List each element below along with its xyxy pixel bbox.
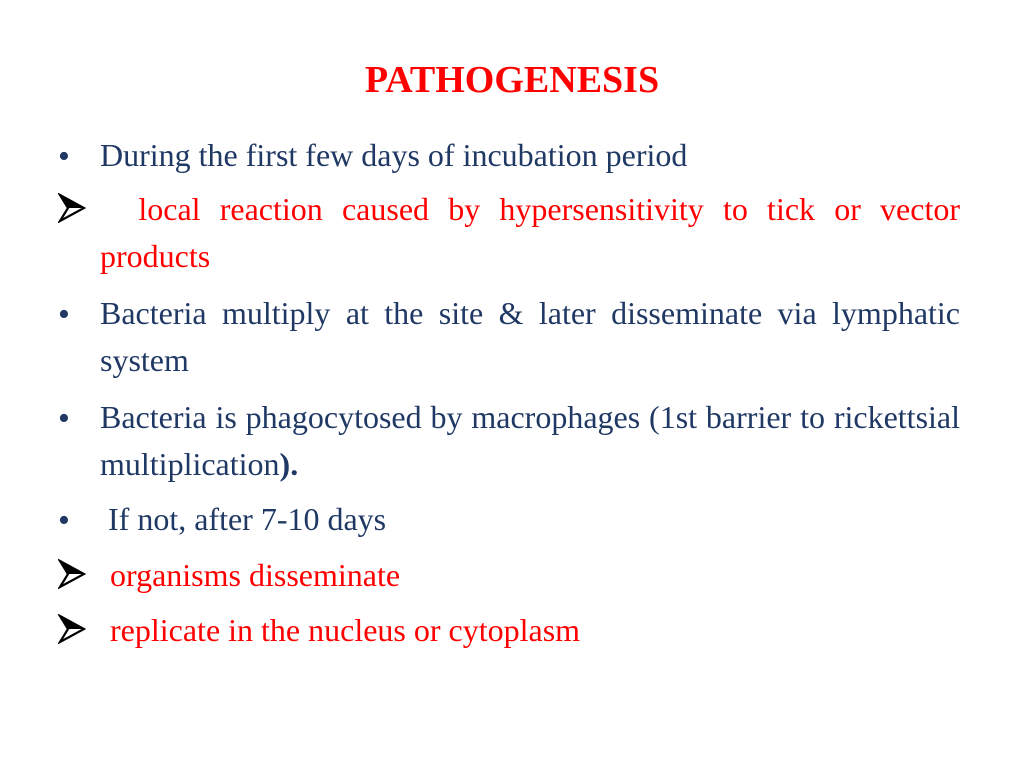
list-item-text: replicate in the nucleus or cytoplasm bbox=[110, 612, 581, 648]
bullet-dot-icon: • bbox=[58, 502, 70, 539]
bullet-dot-icon: • bbox=[58, 400, 70, 437]
arrow-bullet-icon bbox=[58, 614, 86, 644]
bullet-dot-icon: • bbox=[58, 296, 70, 333]
list-item-text: If not, after 7-10 days bbox=[100, 501, 387, 537]
list-item-text-main: Bacteria is phagocytosed by macrophages (1st barrier to rickettsial multiplication bbox=[100, 399, 960, 482]
list-item-text: local reaction caused by hypersensitivity to tick or vector products bbox=[100, 191, 968, 274]
list-item-text-bold: ). bbox=[279, 446, 299, 482]
list-item-text: During the first few days of incubation period bbox=[100, 137, 688, 173]
bullet-dot-icon: • bbox=[58, 138, 70, 175]
list-item-text bbox=[100, 394, 960, 488]
arrow-bullet-icon bbox=[58, 559, 86, 589]
slide-title: PATHOGENESIS bbox=[364, 59, 660, 101]
list-item-text: organisms disseminate bbox=[110, 557, 401, 593]
arrow-bullet-icon bbox=[58, 193, 86, 223]
list-item-text: Bacteria multiply at the site & later disseminate via lymphatic system bbox=[100, 295, 984, 378]
